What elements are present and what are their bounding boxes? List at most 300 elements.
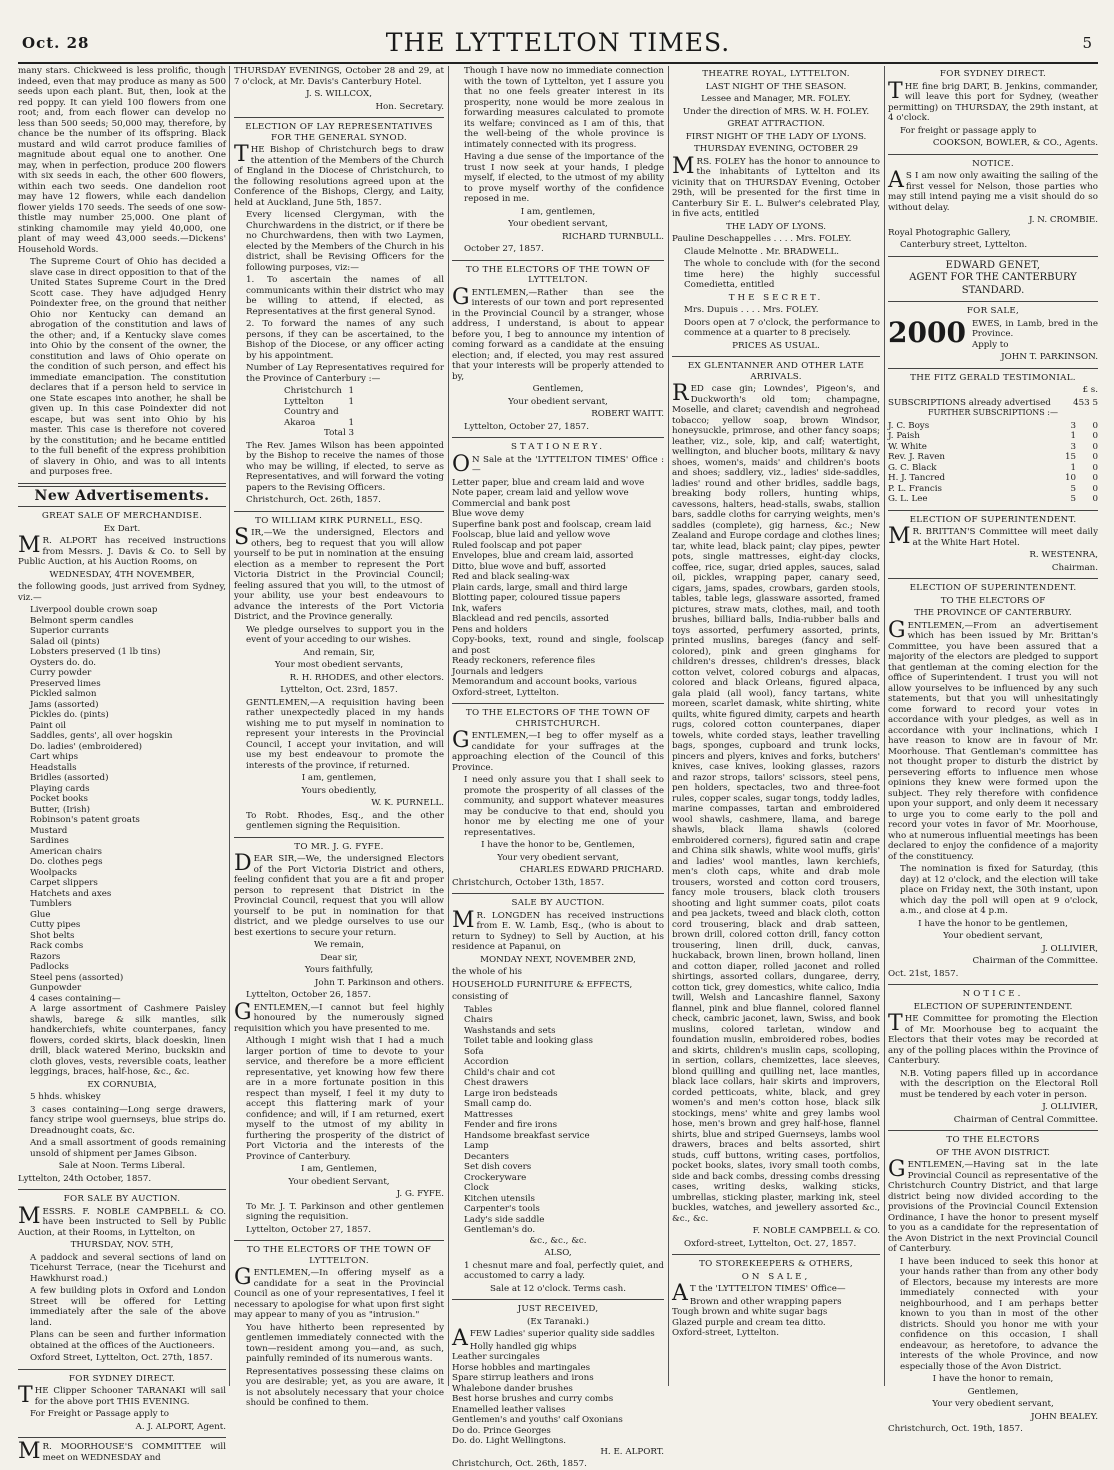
drop-cap: A bbox=[888, 168, 904, 193]
list-item: Leather surcingales bbox=[452, 1352, 540, 1362]
ad-dateline: Christchurch, Oct. 26th, 1857. bbox=[246, 495, 381, 505]
ad-text: HOUSEHOLD FURNITURE & EFFECTS, bbox=[452, 979, 633, 990]
list-item: Pens and holders bbox=[452, 624, 528, 635]
list-item: Toilet table and looking glass bbox=[464, 1036, 593, 1046]
ad-text: I have the honor to remain, bbox=[932, 1374, 1054, 1384]
list-item: Blotting paper, coloured tissue papers bbox=[452, 593, 621, 603]
column-rule bbox=[448, 66, 449, 1386]
list-item: Butter, (Irish) bbox=[30, 804, 91, 815]
ad-text: 5 hhds. whiskey bbox=[30, 1092, 101, 1102]
ad-text: And a small assortment of goods remaining unsold of shipment per James Gibson. bbox=[30, 1138, 226, 1159]
ad-text: Gentlemen, bbox=[532, 384, 584, 394]
ad-text: A paddock and several sections of land on Ticehurst Terrace, (near the Ticehurst and Hawkhurst road.) bbox=[30, 1252, 226, 1284]
drop-cap: M bbox=[672, 153, 695, 179]
list-item: Red and black sealing-wax bbox=[452, 572, 570, 582]
drop-cap: M bbox=[18, 1439, 41, 1464]
ad-heading: FOR SALE BY AUCTION. bbox=[63, 1194, 181, 1204]
drop-cap: D bbox=[234, 851, 252, 876]
list-item: Spare stirrup leathers and irons bbox=[452, 1373, 594, 1383]
ad-signature: R. WESTENRA, bbox=[1029, 550, 1098, 560]
table-row bbox=[284, 407, 354, 418]
issue-date: Oct. 28 bbox=[22, 34, 90, 52]
ad-text: Your obedient Servant, bbox=[288, 1176, 390, 1187]
list-item: Belmont sperm candles bbox=[30, 615, 134, 626]
subscription-amount: 453 5 bbox=[1073, 397, 1098, 408]
ad-body bbox=[234, 999, 444, 1035]
ad-text: Your very obedient servant, bbox=[932, 1399, 1054, 1409]
ad-text: LAST NIGHT OF THE SEASON. bbox=[705, 81, 847, 92]
divider bbox=[888, 301, 1098, 302]
ad-text: RS. FOLEY has the honor to announce to the inhabitants of Lyttelton and its vicinity that on THURSDAY Evening, October 29th, will be presented for the first time in Canterbury Sir E. L. Bulwer's celebrated Play, in five acts, entitled bbox=[672, 156, 880, 219]
divider bbox=[18, 1369, 226, 1370]
list-item: Chest drawers bbox=[464, 1078, 529, 1088]
ad-subheading: (Ex Taranaki.) bbox=[527, 1316, 589, 1327]
ad-signature: Chairman of the Committee. bbox=[972, 956, 1098, 966]
table-cell: 0 bbox=[1092, 420, 1098, 431]
list-item: Note paper, cream laid and yellow wove bbox=[452, 488, 629, 498]
list-item: Woolpacks bbox=[30, 867, 77, 878]
table-row bbox=[888, 463, 1098, 474]
table-cell: 1 bbox=[1070, 462, 1076, 473]
list-item: Superior currants bbox=[30, 626, 109, 636]
table-cell: J. C. Boys bbox=[888, 420, 930, 431]
divider bbox=[452, 437, 664, 438]
list-item: Commercial and bank post bbox=[452, 498, 571, 509]
divider bbox=[888, 256, 1098, 257]
drop-cap: M bbox=[452, 907, 475, 933]
ad-body bbox=[888, 168, 1098, 213]
table-cell: H. J. Tancred bbox=[888, 473, 946, 483]
ad-text: ALSO, bbox=[544, 1248, 572, 1258]
column-3 bbox=[452, 66, 664, 1469]
list-item: Cart whips bbox=[30, 752, 79, 762]
ad-signature: H. E. ALPORT. bbox=[600, 1446, 664, 1457]
play-title: THE LADY OF LYONS. bbox=[726, 221, 826, 232]
ad-text: I am, gentlemen, bbox=[520, 206, 596, 217]
ad-text: Though I have now no immediate connection with the town of Lyttelton, yet I assure you that no one feels greater interest in its prosperity, none would be more zealous in forwarding measures calculated to promote its welfare; convinced as I am of this, that the well-being of the whole province is intimately connected with its progress. bbox=[464, 66, 664, 150]
drop-cap: A bbox=[452, 1326, 468, 1351]
divider bbox=[234, 117, 444, 118]
ad-heading: EDWARD GENET, bbox=[945, 259, 1041, 271]
ad-dateline: Lyttelton, October 26, 1857. bbox=[246, 990, 372, 1000]
ad-text: ENTLEMEN,—I cannot but feel highly honoured by the numerously signed requisition which you have presented to me. bbox=[234, 1002, 444, 1034]
ad-heading: ELECTION OF SUPERINTENDENT. bbox=[909, 583, 1077, 593]
ad-body bbox=[672, 381, 880, 1224]
ad-subheading: ON SALE, bbox=[741, 1271, 811, 1282]
ad-body bbox=[18, 1439, 226, 1464]
list-item: Do. do. Light Wellingtons. bbox=[452, 1436, 567, 1446]
list-item: Glue bbox=[30, 909, 51, 920]
goods-list bbox=[18, 605, 226, 1004]
ad-text: Royal Photographic Gallery, bbox=[888, 227, 1011, 238]
ad-dateline: Oct. 21st, 1857. bbox=[888, 968, 959, 979]
ad-signature: Chairman of Central Committee. bbox=[953, 1114, 1098, 1125]
ad-text: Although I might wish that I had a much larger portion of time to devote to your service, and therefore be a more efficient representative, yet knowing how few there are in a more fortunate position in this respect than myself, I feel it my duty to accept this flattering mark of your confidence; and will, if I am returned, exert myself to the utmost of my ability in furthering the prosperity of the district of Port Victoria and the interests of the Province of Canterbury. bbox=[246, 1036, 444, 1162]
ad-body bbox=[234, 525, 444, 623]
ad-text: EAR SIR,—We, the undersigned Electors of the Port Victoria District and others, feeling confident that you are a fit and proper person to represent that District in the Provincial Council, request that you will allow yourself to be put in nomination for that district, and we pledge ourselves to use our best exertions to secure your return. bbox=[234, 854, 444, 938]
ad-text: T the 'LYTTELTON TIMES' Office— bbox=[689, 1284, 846, 1294]
table-cell: 5 bbox=[1070, 494, 1076, 504]
ad-heading: TO MR. J. G. FYFE. bbox=[294, 841, 384, 852]
table-cell: 0 bbox=[1092, 431, 1098, 441]
ad-body bbox=[452, 728, 664, 773]
table-row bbox=[888, 484, 1098, 495]
divider bbox=[452, 1299, 664, 1300]
list-item: Ruled foolscap and pot paper bbox=[452, 540, 582, 551]
ad-heading: TO WILLIAM KIRK PURNELL, ESQ. bbox=[255, 515, 423, 526]
ad-text: 2. To forward the names of any such persons, if they can be ascertained, to the Bishop of the Diocese, or any officer acting by his appointment. bbox=[246, 319, 444, 361]
ad-subheading: THE PROVINCE OF CANTERBURY. bbox=[914, 608, 1072, 618]
cast-line: Claude Melnotte . Mr. BRADWELL. bbox=[684, 246, 840, 257]
subscriptions-table bbox=[888, 421, 1098, 505]
ad-subheading: TO THE ELECTORS OF bbox=[940, 595, 1046, 606]
table-cell: 5 bbox=[1070, 483, 1076, 494]
ad-text: PRICES AS USUAL. bbox=[732, 340, 820, 351]
list-item: Rack combs bbox=[30, 941, 84, 951]
table-cell: 0 bbox=[1092, 494, 1098, 504]
table-row bbox=[888, 431, 1098, 442]
list-item: Crockeryware bbox=[464, 1172, 527, 1183]
ad-text: Your obedient servant, bbox=[508, 219, 608, 229]
ad-text: Plans can be seen and further information obtained at the offices of the Auctioneers. bbox=[30, 1330, 226, 1351]
ad-text: N Sale at the 'LYTTELTON TIMES' Office :— bbox=[472, 454, 664, 475]
list-item: Journals and ledgers bbox=[452, 666, 544, 677]
ad-text: You have hitherto been represented by gentlemen immediately connected with the town—resident among you—and, as such, painfully reminded of its numerous wants. bbox=[246, 1322, 444, 1364]
play-title: THE SECRET. bbox=[728, 292, 824, 303]
list-item: Superfine bank post and foolscap, cream laid bbox=[452, 519, 652, 530]
ad-text: ED case gin; Lowndes', Pigeon's, and Duckworth's old tom; champagne, Moselle, and claret; cavendish and negrohead tobacco; yellow soap, brown Windsor, honeysuckle, primrose, and other fancy soaps; leather, viz., sole, kip, and calf; watertight, wellington, and blucher boots, military & navy shoes, women's, maids' and children's boots and shoes; saddlery, viz., ladies' side-saddles, ladies' round and other bridles, saddle bags, breaking body rollers, hunting whips, cavessons, halters, head-stalls, swabs, stallion bars, saddle cloths for carrying weights, men's saddles (complete), gig harness, &c.; New Zealand and Europe cordage and clothes lines; tar, white lead, black paint; clay pipes, pewter pots, single mattresses, eight-day clocks, coffee, rice, sugar, dried apples, sauces, salad oil, pickles, wrapping paper, canary seed, cigars, jams, spades, crowbars, garden stools, tables, table legs, glassware assorted, framed pictures, straw mats, clothes, mail, and tooth brushes, billiard balls, India-rubber balls and toys assorted, perfumery assorted, prints, printed muslins, bareges (fancy and self-colored), pink and green ginghams for children's dresses, children's dresses, black cotton velvet, colored coburgs and alpacas, colored and black Orleans, figured alpaca, gala plaid (all wool), fancy tartans, white moreen, scarlet damask, white shirting, white quilts, white figured dimity, carpets and hearth rugs, colored cotton counterpanes, diaper towels, white corded stays, leather travelling bags, sponges, cupboard and trunk locks, pincers and plyers, knives and forks, butchers' knives, case knives, looking glasses, razors and razor strops, tailors' scissors, steel pens, pen holders, spectacles, two and three-foot rules, copper scales, sugar tongs, toddy ladles, marine compasses, tartan and embroidered wool shawls, cashmere, llama, and barege shawls, black llama shawls (colored embroidered corners), figured satin and crape and China silk shawls, white wool muffs, girls' and ladies' wool mantles, lawn kerchiefs, men's cloth caps, white and drab mole trousers, worsted and cotton cord trousers, fancy mole trousers, black cloth trousers shooting and light summer coats, pilot coats and pea jackets, tweed and black cloth, cotton cord trousering, black and drab satteen, brown drill, colored cotton drill, fancy cotton trousering, linen drill, duck, canvas, huckaback, brown linen, brown holland, linen and cotton diaper, rolled jaconet and rolled shirtings, assorted collars, dungaree, derry, cotton tick, grey domestics, white calico, India twill, Welsh and Lancashire flannel, Saxony flannel, pink and blue flannel, colored flannel check, cambric jaconet, lawn, Swiss, and book muslins, colored tarletan, window and foundation muslin, embroidered robes, bodies and skirts, children's muslin caps, scolloping, in sertion, collars, chemizettes, lace sleeves, blond quilling and quilling net, lace mantles, black lace collars, hair skirts and improvers, corded petticoats, white, black, and grey women's and men's cotton hose, black silk stockings, mens' white and grey lambs wool hose, men's brown and grey half-hose, flannel shirts, blue and striped Guernseys, lambs wool drawers, braces and belts assorted, shirt studs, cuff buttons, writing cases, portfolios, pocket books, slates, ivory small tooth combs, side and back combs, dressing combs dressing cases, writing desks, walking sticks, umbrellas, sticking plaster, marking ink, steel buckles, watches, and jewellery assorted &c., &c., &c. bbox=[672, 384, 880, 1224]
list-item: Oysters do. do. bbox=[30, 657, 97, 668]
list-item: Whalebone dander brushes bbox=[452, 1383, 573, 1394]
ad-text: For Freight or Passage apply to bbox=[30, 1409, 170, 1419]
list-item: Paint oil bbox=[30, 720, 67, 731]
list-item: Do. clothes pegs bbox=[30, 857, 103, 867]
ad-text: Lessee and Manager, MR. FOLEY. bbox=[701, 94, 851, 104]
table-cell: 3 bbox=[1070, 441, 1076, 452]
table-cell: G. L. Lee bbox=[888, 494, 928, 504]
list-item: Shot belts bbox=[30, 930, 75, 941]
drop-cap: T bbox=[234, 142, 249, 167]
list-item: Holly handled gig whips bbox=[469, 1341, 577, 1352]
ad-heading: ELECTION OF LAY REPRESENTATIVES FOR THE GENERAL SYNOD. bbox=[245, 122, 433, 143]
ad-text: EX CORNUBIA, bbox=[87, 1079, 157, 1090]
list-item: Mustard bbox=[30, 825, 68, 836]
newspaper-title: THE LYTTELTON TIMES. bbox=[385, 28, 731, 57]
list-item: Ink, wafers bbox=[452, 603, 502, 614]
divider bbox=[18, 483, 226, 487]
drop-cap: G bbox=[234, 1265, 252, 1290]
ad-dateline: Oxford Street, Lyttelton, Oct. 27th, 1857. bbox=[30, 1353, 213, 1363]
list-item: Carpet slippers bbox=[30, 878, 98, 888]
table-cell: G. C. Black bbox=[888, 462, 937, 473]
table-row bbox=[888, 494, 1098, 505]
ad-text: I am, gentlemen, bbox=[301, 773, 377, 783]
table-cell: 3 bbox=[1070, 420, 1076, 431]
list-item: Large iron bedsteads bbox=[464, 1088, 558, 1099]
ad-heading: TO THE ELECTORS bbox=[946, 1135, 1040, 1145]
ad-text: I have the honor to be, Gentlemen, bbox=[481, 840, 635, 850]
list-item: Pickles do. (pints) bbox=[30, 710, 109, 720]
ad-dateline: Christchurch, Oct. 19th, 1857. bbox=[888, 1424, 1023, 1434]
table-cell: Lyttelton bbox=[284, 396, 324, 407]
table-cell bbox=[342, 407, 354, 418]
table-row bbox=[284, 386, 354, 397]
ad-text: the whole of his bbox=[452, 967, 522, 977]
ad-heading: NOTICE. bbox=[972, 158, 1014, 169]
list-item: Small camp do. bbox=[464, 1099, 532, 1109]
table-cell: 10 bbox=[1064, 473, 1076, 483]
divider bbox=[18, 1437, 226, 1438]
list-item: Bridles (assorted) bbox=[30, 773, 109, 783]
ad-text: The whole to conclude with (for the second time here) the highly successful Comedietta, entitled bbox=[684, 259, 880, 290]
list-item: Preserved limes bbox=[30, 678, 101, 689]
ad-heading: TO THE ELECTORS OF THE TOWN OF CHRISTCHURCH. bbox=[465, 708, 651, 729]
list-item: Memorandum and account books, various bbox=[452, 677, 637, 687]
ad-text: A few building plots in Oxford and London Street will be offered for Letting immediately after the sale of the above land. bbox=[30, 1286, 226, 1328]
list-item: Enamelled leather valises bbox=[452, 1404, 566, 1415]
stationery-list bbox=[452, 478, 664, 688]
drop-cap: T bbox=[888, 78, 903, 104]
table-row bbox=[888, 452, 1098, 463]
list-item: Tumblers bbox=[30, 899, 72, 909]
ad-body bbox=[888, 1157, 1098, 1255]
list-item: Washstands and sets bbox=[464, 1025, 556, 1036]
divider bbox=[452, 260, 664, 261]
list-item: Do. ladies' (embroidered) bbox=[30, 741, 143, 752]
list-item: Blue wove demy bbox=[452, 509, 524, 519]
table-cell: 0 bbox=[1092, 473, 1098, 483]
list-item: Clock bbox=[464, 1183, 489, 1193]
list-item: Horse hobbles and martingales bbox=[452, 1362, 591, 1373]
ad-text: HE Committee for promoting the Election of Mr. Moorhouse beg to acquaint the Electors that their votes may be recorded at any of the polling places within the Province of Canterbury. bbox=[888, 1014, 1098, 1066]
ad-heading: FOR SYDNEY DIRECT. bbox=[68, 1373, 176, 1384]
list-item: Steel pens (assorted) bbox=[30, 972, 124, 983]
ad-text: FEW Ladies' superior quality side saddles bbox=[469, 1329, 655, 1339]
list-item: Pickled salmon bbox=[30, 689, 97, 699]
ad-text: EWES, in Lamb, bred in the Province. bbox=[971, 318, 1098, 339]
ad-signature: CHARLES EDWARD PRICHARD. bbox=[519, 865, 664, 875]
ad-body bbox=[234, 1265, 444, 1321]
list-item: Tough brown and white sugar bags bbox=[672, 1307, 828, 1317]
ad-text: I need only assure you that I shall seek to promote the prosperity of all classes of the community, and support whatever measures may be conducive to that end, should you honor me by electing me one of your representatives. bbox=[464, 775, 664, 838]
ad-signature: RICHARD TURNBULL. bbox=[561, 231, 664, 242]
article-seeds: many stars. Chickweed is less prolific, though indeed, even that may produce as many as 500 seeds upon each plant. But, then, look at the red poppy. It can yield 100 flowers from one root; and, from each flower can develop no less than 500 seeds; 50,000 may, therefore, by chance be the number of its offspring. Black mustard and wild carrot produce families of magnitude about equal one to another. One may, when in perfection, produce 200 flowers with six seeds in each, the other 600 flowers, within each two seeds. One dandelion root may have 12 flowers, while each dandelion flower yields 170 seeds. The seeds of one sow-thistle may number 25,000. One plant of stinking chamomile may yield 40,000, one plant of may weed 43,000 seeds.—Dickens' Household Words. bbox=[18, 66, 226, 255]
table-cell: 0 bbox=[1092, 483, 1098, 494]
list-item: Salad oil (pints) bbox=[30, 636, 100, 647]
ad-signature: J. OLLIVIER, bbox=[1042, 943, 1098, 954]
column-4 bbox=[672, 66, 880, 1386]
ad-text: the following goods, just arrived from Sydney, viz.— bbox=[18, 582, 226, 603]
ad-signature: JOHN BEALEY. bbox=[1030, 1411, 1098, 1422]
ad-signature: R. H. RHODES, and other electors. bbox=[289, 672, 444, 683]
lay-representatives-table bbox=[284, 386, 354, 428]
table-cell: Akaroa bbox=[284, 417, 316, 428]
ad-dateline: Christchurch, Oct. 26th, 1857. bbox=[452, 1459, 587, 1469]
ad-text: Sale at 12 o'clock. Terms cash. bbox=[490, 1283, 626, 1294]
list-item: Hatchets and axes bbox=[30, 888, 112, 899]
ad-signature: ROBERT WAITT. bbox=[591, 409, 664, 419]
list-item: Best horse brushes and curry combs bbox=[452, 1394, 614, 1404]
list-item: Lobsters preserved (1 lb tins) bbox=[30, 647, 161, 657]
list-item: Do do. Prince Georges bbox=[452, 1425, 551, 1436]
ad-body bbox=[888, 78, 1098, 124]
table-row bbox=[888, 473, 1098, 484]
masthead bbox=[18, 26, 1098, 64]
table-cell: 0 bbox=[1092, 452, 1098, 462]
ad-heading: FOR SALE, bbox=[966, 306, 1020, 316]
ad-text: IR,—We the undersigned, Electors and others, beg to request that you will allow yourself to be put in nomination at the ensuing election as a member to represent the Port Victoria District in the Provincial Council; feeling assured that you will, to the utmost of your ability, use your best endeavours to advance the interests of the Port Victoria District, and the Province generally. bbox=[234, 528, 444, 622]
ad-heading: FOR SYDNEY DIRECT. bbox=[939, 69, 1047, 79]
list-item: Saddles, gents', all over hogskin bbox=[30, 731, 173, 741]
lay-total: Total 3 bbox=[323, 428, 355, 438]
ad-text: Having a due sense of the importance of the trust I now seek at your hands, I pledge myself, if elected, to the utmost of my ability to prove myself worthy of the confidence reposed in me. bbox=[464, 152, 664, 204]
ad-text: ENTLEMEN,—From an advertisement which has been issued by Mr. Brittan's Committee, you have been assured that a majority of the electors are pledged to support that gentleman at the coming election for the office of Superintendent. I trust you will not allow yourselves to be influenced by any such statements, but that you will unhesitatingly come forward to record your votes in accordance with your pledges, as well as in accordance with your inclinations, which I have reason to know are in favour of Mr. Moorhouse. That Gentleman's committee has not thought proper to disturb the district by persevering efforts to influence men whose opinions they knew were formed upon the subject. They rely therefore with confidence upon your support, and only deem it necessary to urge you to come early to the poll and record your votes in favor of Mr. Moorhouse, who at numerous influential meetings has been declared to enjoy the confidence of a majority of the constituency. bbox=[888, 620, 1098, 862]
divider bbox=[18, 506, 226, 507]
ad-text: Your very obedient servant, bbox=[497, 852, 619, 863]
list-item: Robinson's patent groats bbox=[30, 815, 140, 825]
drop-cap: T bbox=[18, 1383, 33, 1408]
table-cell: 0 bbox=[1092, 441, 1098, 452]
ad-text: I am, Gentlemen, bbox=[301, 1164, 377, 1174]
column-1 bbox=[18, 66, 226, 1464]
ad-text: Your most obedient servants, bbox=[274, 660, 404, 670]
list-item: Glazed purple and cream tea ditto. bbox=[672, 1317, 826, 1328]
drop-cap: G bbox=[888, 617, 906, 643]
drop-cap: R bbox=[672, 381, 689, 406]
ad-text: Apply to bbox=[971, 339, 1009, 350]
ad-body bbox=[18, 1203, 226, 1239]
ad-text: 3 cases containing—Long serge drawers, fancy stripe wool guernseys, blue strips do. Dreadnought coats, &c. bbox=[30, 1104, 226, 1136]
table-cell: 1 bbox=[348, 417, 354, 428]
ad-text: We pledge ourselves to support you in the event of your acceding to our wishes. bbox=[246, 624, 444, 645]
ad-body bbox=[234, 851, 444, 938]
ad-text: 1. To ascertain the names of all communicants within their district who may be willing to attend, if elected, as Representatives at the first general Synod. bbox=[246, 275, 444, 317]
list-item: Headstalls bbox=[30, 762, 77, 773]
list-item: Gunpowder bbox=[30, 983, 82, 993]
subscription-summary bbox=[888, 398, 1098, 409]
ad-text: R. ALPORT has received instructions from Messrs. J. Davis & Co. to Sell by Public Auction, at his Auction Rooms, on bbox=[18, 536, 226, 567]
list-item: Plain cards, large, small and third large bbox=[452, 582, 628, 593]
list-item: Envelopes, blue and cream laid, assorted bbox=[452, 551, 634, 561]
ad-text: To Mr. J. T. Parkinson and other gentlemen signing the requisition. bbox=[246, 1201, 444, 1222]
ad-text: Yours faithfully, bbox=[304, 965, 374, 975]
ad-signature: J. G. FYFE. bbox=[396, 1189, 444, 1199]
list-item: Jams (assorted) bbox=[30, 699, 99, 710]
table-cell: 1 bbox=[348, 396, 354, 407]
ad-dateline: Oxford-street, Lyttelton, Oct. 27, 1857. bbox=[684, 1238, 857, 1249]
divider bbox=[18, 1189, 226, 1190]
column-rule bbox=[668, 66, 669, 1386]
drop-cap: T bbox=[888, 1011, 903, 1036]
list-item: Ready reckoners, reference files bbox=[452, 656, 596, 666]
divider bbox=[888, 578, 1098, 579]
ad-text: Representatives possessing these claims on you are desirable; yet, as you are aware, it is not absolutely necessary that your choice should be confined to them. bbox=[246, 1366, 444, 1408]
ad-text: THURSDAY EVENING, OCTOBER 29 bbox=[693, 144, 859, 154]
ad-signature: Hon. Secretary. bbox=[375, 101, 444, 112]
ad-signature: COOKSON, BOWLER, & CO., Agents. bbox=[932, 138, 1098, 148]
table-cell: Country and bbox=[284, 407, 339, 417]
table-cell: Christchurch bbox=[284, 386, 342, 396]
ad-heading: JUST RECEIVED, bbox=[517, 1304, 599, 1314]
divider bbox=[888, 154, 1098, 155]
table-row bbox=[284, 397, 354, 408]
ad-text: consisting of bbox=[452, 992, 509, 1002]
drop-cap: A bbox=[672, 1281, 688, 1306]
table-row bbox=[888, 421, 1098, 432]
ad-text: A large assortment of Cashmere Paisley shawls, barege & silk mantles, silk handkerchiefs, white counterpanes, fancy flowers, corded skirts, black doeskin, linen drill, black watered Merino, buckskin and cloth gloves, vests, reversible coats, leather leggings, braces, half-hose, &c., &c. bbox=[30, 1004, 226, 1077]
table-cell: Rev. J. Raven bbox=[888, 452, 945, 462]
currency-units: £ s. bbox=[1082, 385, 1098, 395]
ad-body bbox=[452, 907, 664, 953]
ad-signature: Chairman. bbox=[1051, 562, 1098, 573]
ad-heading: STATIONERY. bbox=[510, 442, 605, 452]
ad-text: For freight or passage apply to bbox=[900, 125, 1037, 136]
ad-body bbox=[672, 153, 880, 220]
divider bbox=[452, 893, 664, 894]
list-item: Mattresses bbox=[464, 1109, 513, 1120]
ad-signature: J. N. CROMBIE. bbox=[1028, 215, 1098, 225]
ad-heading: THE FITZ GERALD TESTIMONIAL. bbox=[910, 372, 1076, 383]
ad-dateline: Lyttelton, October 27, 1857. bbox=[464, 421, 590, 432]
furniture-list bbox=[452, 1005, 664, 1236]
auction-date: MONDAY NEXT, NOVEMBER 2ND, bbox=[480, 954, 636, 965]
section-heading-new-advertisements: New Advertisements. bbox=[34, 487, 210, 504]
ad-text: Doors open at 7 o'clock, the performance to commence at a quarter to 8 precisely. bbox=[684, 317, 880, 338]
table-cell: 15 bbox=[1064, 452, 1076, 462]
drop-cap: G bbox=[888, 1157, 906, 1182]
list-item: Child's chair and cot bbox=[464, 1067, 555, 1078]
ad-text: The Rev. James Wilson has been appointed by the Bishop to receive the names of those who may be willing, if elected, to serve as Representatives, and will forward the voting papers to the Revising Officers. bbox=[246, 440, 444, 493]
ad-text: Number of Lay Representatives required for the Province of Canterbury :— bbox=[246, 363, 444, 384]
ad-text: ENTLEMEN,—Having sat in the late Provincial Council as representative of the Christchurch Country District, and that large district being now divided according to the provisions of the Provincial Council Extension Ordinance, I have the honor to present myself to you as a candidate for the representation of the Avon District in the next Provincial Council of Canterbury. bbox=[888, 1160, 1098, 1254]
list-item: Ditto, blue wove and buff, assorted bbox=[452, 561, 607, 572]
column-rule bbox=[229, 66, 230, 1386]
ad-text: 1 chesnut mare and foal, perfectly quiet, and accustomed to carry a lady. bbox=[464, 1260, 664, 1281]
ad-text: Your obedient servant, bbox=[943, 931, 1043, 941]
drop-cap: G bbox=[452, 728, 470, 753]
list-item: 4 cases containing— bbox=[30, 993, 121, 1004]
divider bbox=[672, 356, 880, 357]
ad-heading: TO STOREKEEPERS & OTHERS, bbox=[699, 1259, 853, 1269]
list-item: Lady's side saddle bbox=[464, 1214, 545, 1225]
column-rule bbox=[884, 66, 885, 1386]
list-item: Razors bbox=[30, 951, 61, 962]
ad-text: R. BRITTAN'S Committee will meet daily at the White Hart Hotel. bbox=[912, 527, 1098, 548]
ad-subheading: Ex Dart. bbox=[103, 523, 141, 534]
divider bbox=[888, 984, 1098, 985]
ad-dateline: Lyttelton, 24th October, 1857. bbox=[18, 1173, 152, 1184]
column-2 bbox=[234, 66, 444, 1408]
ad-text: AGENT FOR THE CANTERBURY bbox=[909, 272, 1077, 283]
ad-dateline: Lyttelton, October 27, 1857. bbox=[246, 1224, 372, 1235]
ad-text: ENTLEMEN,—Rather than see the interests of our town and port represented in the Provincial Council by a stranger, whose address, I understand, is about to appear before you, I beg to announce my intention of coming forward as a candidate at the ensuing election; and, if elected, you may rest assured that your interests will be properly attended to by, bbox=[452, 287, 664, 382]
list-item: Set dish covers bbox=[464, 1162, 532, 1172]
cast-line: Pauline Deschappelles . . . . Mrs. FOLEY. bbox=[672, 234, 852, 244]
ad-text: N.B. Voting papers filled up in accordance with the description on the Electoral Roll must be tendered by each voter in person. bbox=[900, 1068, 1098, 1100]
ad-signature: A. J. ALPORT, Agent. bbox=[135, 1421, 226, 1432]
list-item: Handsome breakfast service bbox=[464, 1130, 590, 1141]
drop-cap: S bbox=[234, 525, 250, 550]
ad-heading: SALE BY AUCTION. bbox=[511, 898, 605, 908]
ewes-count: 2000 bbox=[888, 315, 966, 349]
list-item: Letter paper, blue and cream laid and wove bbox=[452, 477, 645, 488]
ad-text: &c., &c., &c. bbox=[529, 1235, 587, 1246]
ad-body bbox=[452, 284, 664, 383]
table-cell: 1 bbox=[1070, 431, 1076, 441]
ad-signature: J. OLLIVIER, bbox=[1042, 1102, 1098, 1112]
ad-dateline: Oxford-street, Lyttelton. bbox=[672, 1328, 780, 1338]
divider bbox=[672, 1254, 880, 1255]
